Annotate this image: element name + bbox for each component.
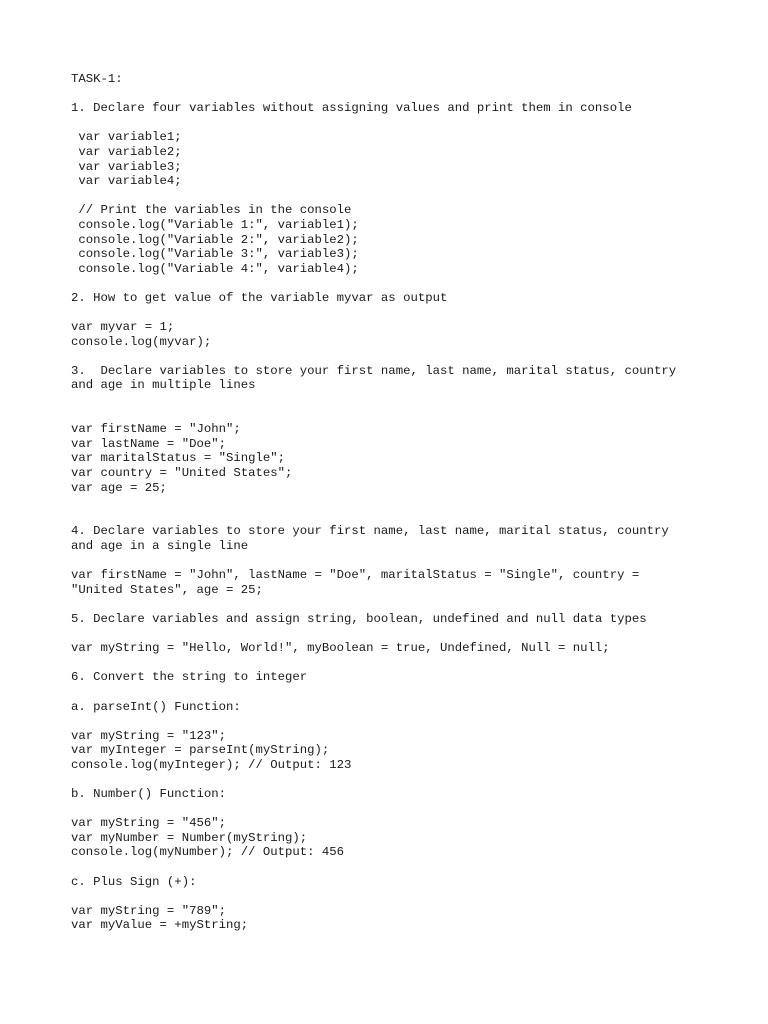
text-line: var country = "United States"; (71, 466, 293, 481)
blank-line (71, 495, 711, 510)
blank-line (71, 306, 711, 321)
blank-line (71, 714, 711, 729)
text-line: var firstName = "John"; (71, 422, 241, 437)
text-line: console.log("Variable 2:", variable2); (71, 232, 359, 247)
blank-line (71, 889, 711, 904)
blank-line (71, 802, 711, 817)
blank-line (71, 393, 711, 408)
blank-line (71, 408, 711, 423)
text-line: console.log(myInteger); // Output: 123 (71, 757, 352, 772)
blank-line (71, 116, 711, 131)
text-line: 5. Declare variables and assign string, boolean, undefined and null data types (71, 611, 647, 626)
text-line: 4. Declare variables to store your first name, last name, marital status, country (71, 524, 669, 539)
text-line: var maritalStatus = "Single"; (71, 451, 286, 466)
text-line: var variable1; (71, 130, 182, 145)
blank-line (71, 773, 711, 788)
text-line: var myValue = +myString; (71, 918, 249, 933)
text-line: 6. Convert the string to integer (71, 670, 308, 685)
blank-line (71, 87, 711, 102)
text-line: "United States", age = 25; (71, 582, 263, 597)
text-line: var myString = "789"; (71, 903, 226, 918)
text-line: 1. Declare four variables without assigning values and print them in console (71, 101, 632, 116)
blank-line (71, 860, 711, 875)
blank-line (71, 685, 711, 700)
document-page (71, 72, 711, 933)
blank-line (71, 656, 711, 671)
text-line: console.log(myvar); (71, 334, 212, 349)
text-line: TASK-1: (71, 72, 123, 86)
blank-line (71, 597, 711, 612)
text-line: var myvar = 1; (71, 320, 175, 335)
text-line: var myString = "Hello, World!", myBoolean = true, Undefined, Null = null; (71, 641, 610, 656)
blank-line (71, 627, 711, 642)
blank-line (71, 349, 711, 364)
text-line: console.log(myNumber); // Output: 456 (71, 845, 345, 860)
text-line: // Print the variables in the console (71, 203, 352, 218)
text-line: console.log("Variable 4:", variable4); (71, 261, 359, 276)
text-line: a. parseInt() Function: (71, 699, 241, 714)
text-line: console.log("Variable 3:", variable3); (71, 247, 359, 262)
text-line: and age in a single line (71, 539, 249, 553)
text-line: var variable2; (71, 144, 182, 159)
text-line: var firstName = "John", lastName = "Doe", maritalStatus = "Single", country = (71, 568, 640, 583)
text-line: var age = 25; (71, 480, 167, 495)
text-line: var myString = "456"; (71, 816, 226, 831)
text-line: var myInteger = parseInt(myString); (71, 743, 330, 758)
text-line: var lastName = "Doe"; (71, 436, 226, 451)
text-line: b. Number() Function: (71, 787, 226, 802)
text-line: var myString = "123"; (71, 728, 226, 743)
blank-line (71, 189, 711, 204)
blank-line (71, 554, 711, 569)
text-line: and age in multiple lines (71, 378, 256, 393)
text-line: 2. How to get value of the variable myvar as output (71, 290, 448, 305)
text-line: var myNumber = Number(myString); (71, 830, 308, 845)
text-line: console.log("Variable 1:", variable1); (71, 217, 359, 232)
blank-line (71, 510, 711, 525)
blank-line (71, 276, 711, 291)
text-line: 3. Declare variables to store your first name, last name, marital status, country (71, 363, 677, 378)
text-line: var variable3; (71, 159, 182, 174)
text-line: var variable4; (71, 174, 182, 189)
text-line: c. Plus Sign (+): (71, 874, 197, 889)
